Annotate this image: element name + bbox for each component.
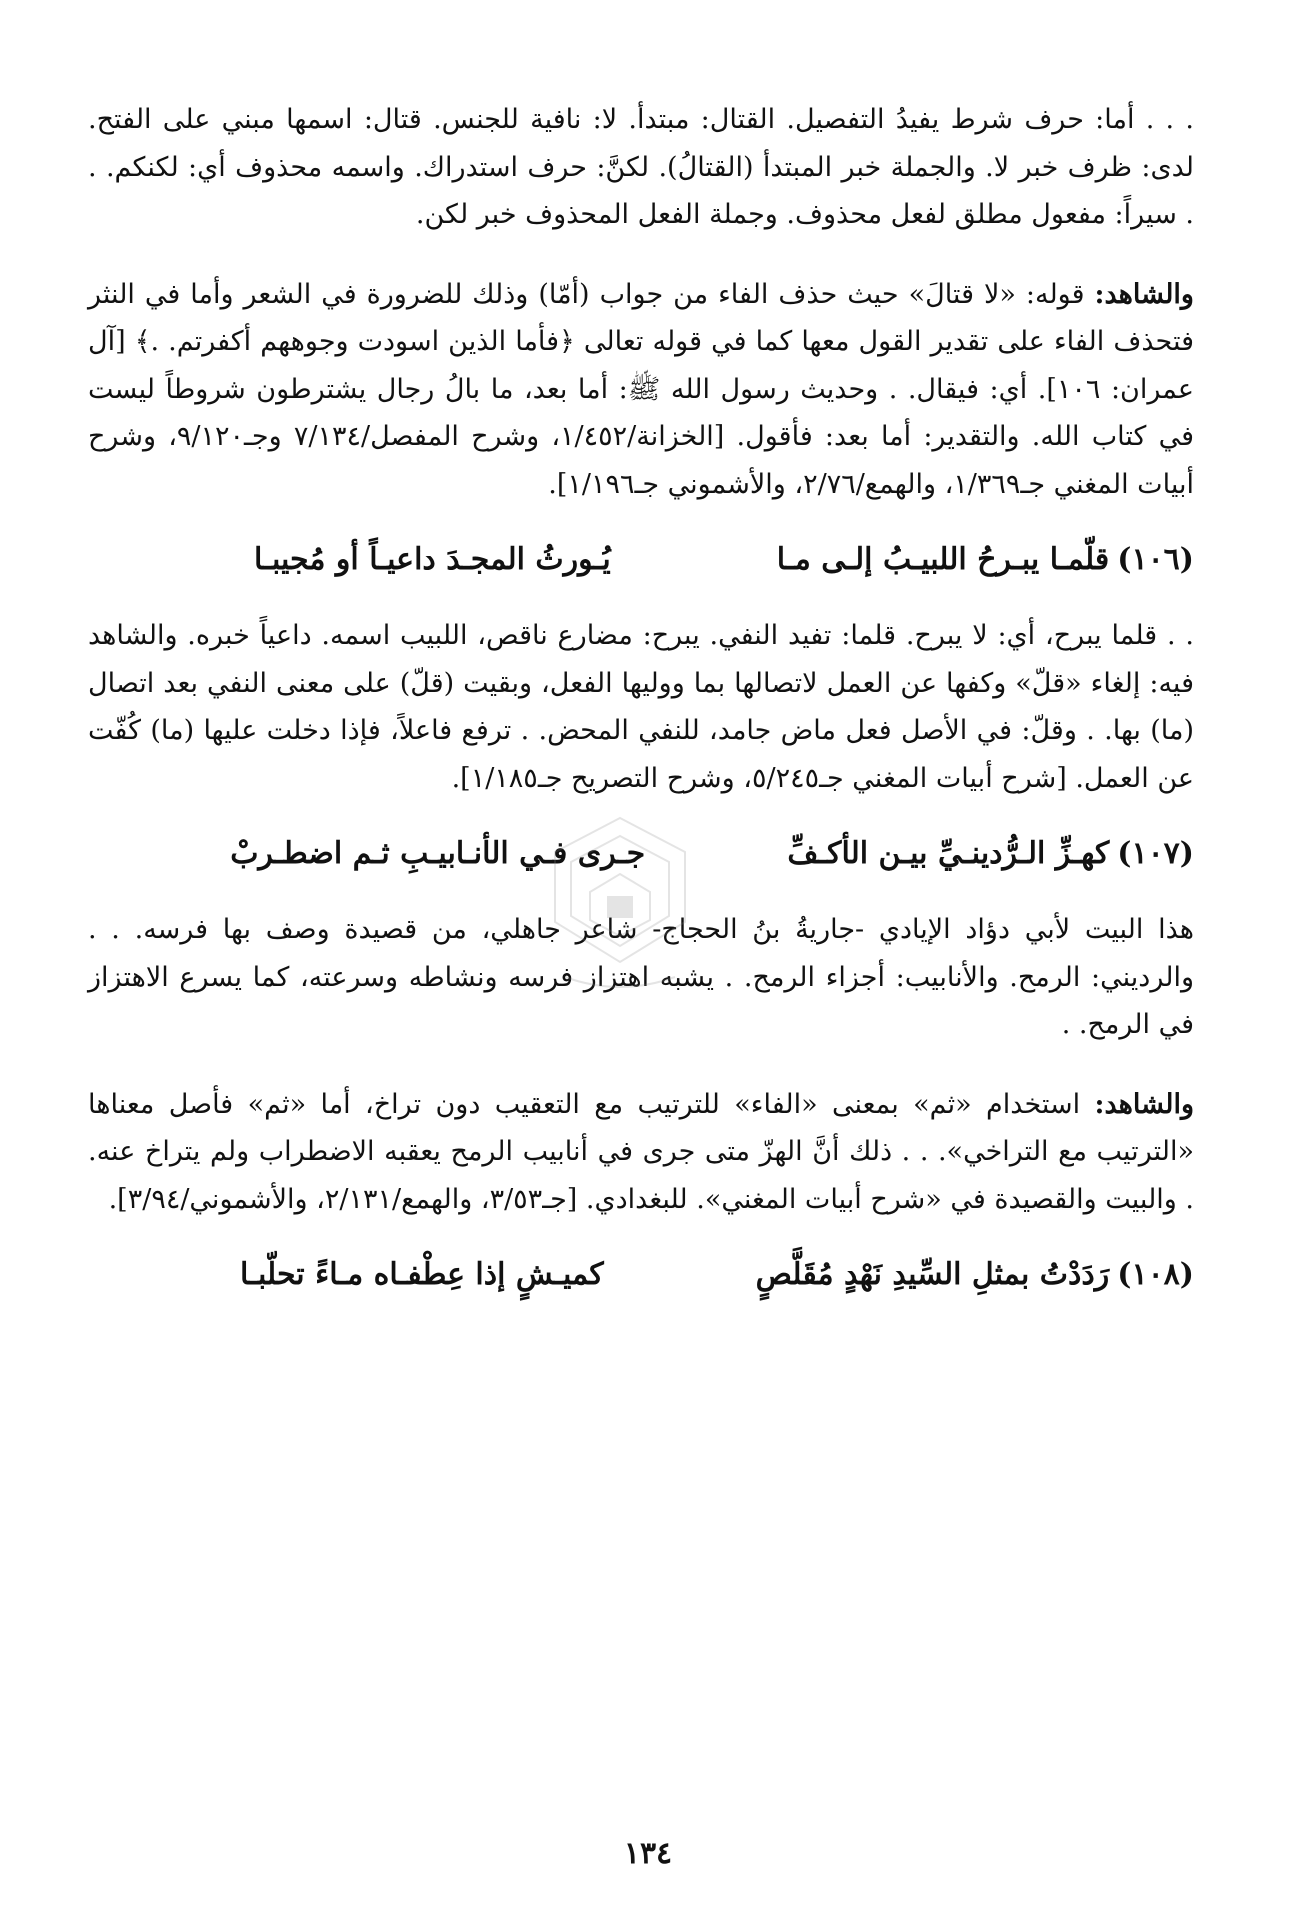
library-seal-watermark (545, 812, 695, 1002)
paragraph-commentary-106: . . قلما يبرح، أي: لا يبرح. قلما: تفيد النفي. يبرح: مضارع ناقص، اللبيب اسمه. داعياً خبره. والشاهد فيه: إلغاء «قلّ» وكفها عن العمل لاتصالها بما ووليها الفعل، وبقيت (قلّ) على معنى النفي بعد اتصال (ما) بها. . وقلّ: في الأصل فعل ماض جامد، للنفي المحض. . ترفع فاعلاً، فإذا دخلت عليها (ما) كُفّت عن العمل. [شرح أبيات المغني جـ٥/٢٤٥، وشرح التصريح جـ١/١٨٥]. (88, 620, 1194, 794)
verse-first-hemistich: رَدَدْتُ بمثلِ السِّيدِ نَهْدٍ مُقَلَّصٍ (755, 1257, 1110, 1292)
paragraph-grammar-analysis: . . . أما: حرف شرط يفيدُ التفصيل. القتال: مبتدأ. لا: نافية للجنس. قتال: اسمها مبني على الفتح. لدى: ظرف خبر لا. والجملة خبر المبتدأ (القتالُ). لكنَّ: حرف استدراك. واسمه محذوف أي: لكنكم. . . سيراً: مفعول مطلق لفعل محذوف. وجملة الفعل المحذوف خبر لكن. (88, 104, 1194, 230)
page-body (88, 96, 1194, 1301)
verse-second-hemistich: كميـشٍ إذا عِطْفـاه مـاءً تحلّبـا (240, 1257, 604, 1292)
verse-number: (١٠٧) (1117, 836, 1194, 871)
verse-number: (١٠٨) (1117, 1257, 1194, 1292)
paragraph-witness-105 (88, 271, 1194, 509)
paragraph-witness-107 (88, 1081, 1194, 1224)
page-number: ١٣٤ (623, 1836, 673, 1871)
verse-second-hemistich: جـرى فـي الأنـابيـبِ ثـم اضطـربْ (230, 836, 646, 871)
verse-106 (88, 534, 1194, 586)
verse-108 (88, 1249, 1194, 1301)
verse-second-hemistich: يُـورثُ المجـدَ داعيـاً أو مُجيبـا (254, 542, 611, 577)
witness-label: والشاهد: (1094, 278, 1194, 310)
witness-text: قوله: «لا قتالَ» حيث حذف الفاء من جواب (أمّا) وذلك للضرورة في الشعر وأما في النثر فتحذف الفاء على تقدير القول معها كما في قوله تعالى ﴿فأما الذين اسودت وجوههم أكفرتم. .﴾ [آل عمران: ١٠٦]. أي: فيقال. . وحديث رسول الله ﷺ: أما بعد، ما بالُ رجال يشترطون شروطاً ليست في كتاب الله. والتقدير: أما بعد: فأقول. [الخزانة/١/٤٥٢، وشرح المفصل/٧/١٣٤ وجـ٩/١٢٠، وشرح أبيات المغني جـ١/٣٦٩، والهمع/٢/٧٦، والأشموني جـ١/١٩٦]. (88, 278, 1194, 500)
verse-number: (١٠٦) (1117, 542, 1194, 577)
witness-text: استخدام «ثم» بمعنى «الفاء» للترتيب مع التعقيب دون تراخ، أما «ثم» فأصل معناها «الترتيب مع التراخي». . . ذلك أنَّ الهزّ متى جرى في أنابيب الرمح يعقبه الاضطراب ولم يتراخ عنه. . والبيت والقصيدة في «شرح أبيات المغني». للبغدادي. [جـ٣/٥٣، والهمع/٢/١٣١، والأشموني/٣/٩٤]. (88, 1088, 1194, 1215)
verse-first-hemistich: كهـزِّ الـرُّدينـيِّ بيـن الأكـفِّ (787, 836, 1110, 871)
verse-first-hemistich: قلّمـا يبـرحُ اللبيـبُ إلـى مـا (776, 542, 1110, 577)
paragraph-commentary-107: هذا البيت لأبي دؤاد الإيادي -جاريةُ بنُ الحجاج- شاعر جاهلي، من قصيدة وصف بها فرسه. . . والرديني: الرمح. والأنابيب: أجزاء الرمح. . يشبه اهتزاز فرسه ونشاطه وسرعته، كما يسرع الاهتزاز في الرمح. . (88, 914, 1194, 1040)
witness-label: والشاهد: (1094, 1088, 1194, 1120)
